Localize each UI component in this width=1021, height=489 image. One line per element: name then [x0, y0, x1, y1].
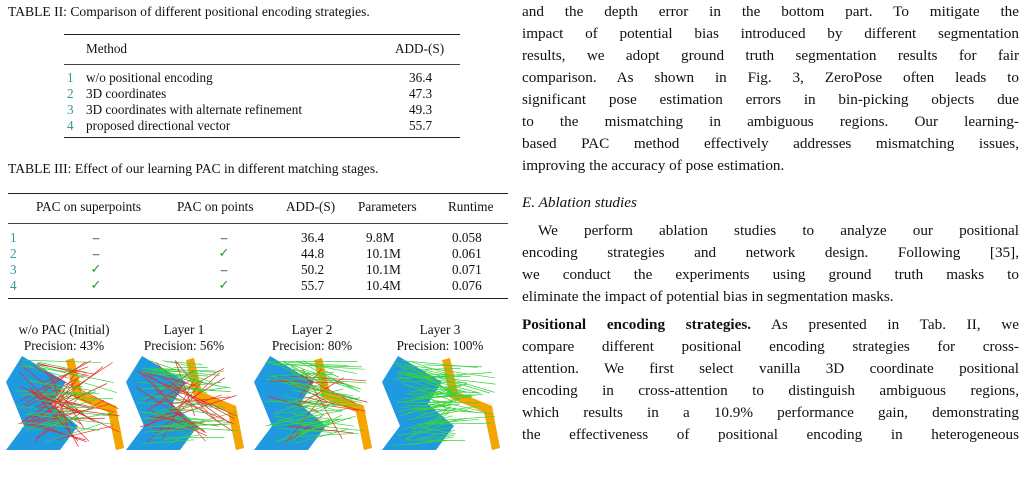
adds-cell: 49.3	[409, 102, 433, 117]
sp-cell: –	[92, 246, 100, 261]
text-line: eliminate the impact of potential bias in segmentation masks.	[522, 288, 894, 305]
text-line: which results in a 10.9% performance gain, demonstrating	[522, 404, 1019, 421]
table2-top-rule	[64, 34, 460, 35]
params-cell: 10.1M	[366, 246, 401, 261]
table2-mid-rule	[64, 64, 460, 65]
text-line: impact of potential bias introduced by different segmentation	[522, 25, 1019, 42]
match-panel	[382, 356, 500, 450]
panel-precision: Precision: 43%	[23, 338, 105, 353]
match-panel	[254, 356, 372, 450]
adds-cell: 47.3	[409, 86, 433, 101]
table2-header-adds: ADD-(S)	[395, 41, 445, 56]
panel-title: Layer 1	[163, 322, 205, 337]
paragraph-heading: Positional encoding strategies.	[522, 316, 752, 333]
check-icon: ✓	[218, 246, 230, 261]
match-panel	[126, 356, 244, 450]
correct-match-line	[164, 361, 202, 364]
panel-precision: Precision: 56%	[143, 338, 225, 353]
pt-cell: –	[220, 262, 228, 277]
row-index: 2	[67, 86, 74, 101]
method-cell: 3D coordinates	[86, 86, 167, 101]
adds-cell: 44.8	[301, 246, 325, 261]
panel-title: w/o PAC (Initial)	[18, 322, 110, 337]
table3-header-params: Parameters	[358, 199, 417, 214]
sp-cell: –	[92, 230, 100, 245]
adds-cell: 50.2	[301, 262, 325, 277]
table3-mid-rule	[8, 223, 508, 224]
panel-precision: Precision: 80%	[271, 338, 353, 353]
table3-caption: TABLE III: Effect of our learning PAC in different matching stages.	[8, 161, 379, 176]
paragraph-lead-line	[522, 314, 1019, 336]
runtime-cell: 0.076	[452, 278, 482, 293]
text-line: encoding strategies and network design. Following [35],	[522, 244, 1019, 261]
table3-header-sp: PAC on superpoints	[36, 199, 142, 214]
adds-cell: 36.4	[301, 230, 325, 245]
table3-header-adds: ADD-(S)	[286, 199, 336, 214]
adds-cell: 36.4	[409, 70, 433, 85]
match-panel	[6, 356, 124, 450]
row-index: 4	[67, 118, 74, 133]
params-cell: 10.1M	[366, 262, 401, 277]
text-line: improving the accuracy of pose estimation.	[522, 157, 785, 174]
params-cell: 10.4M	[366, 278, 401, 293]
section-heading: E. Ablation studies	[522, 194, 637, 211]
table3-bottom-rule	[8, 298, 508, 299]
panel-title: Layer 3	[419, 322, 461, 337]
row-index: 3	[10, 262, 17, 277]
table2-header-method: Method	[86, 41, 128, 56]
method-cell: proposed directional vector	[86, 118, 231, 133]
runtime-cell: 0.061	[452, 246, 482, 261]
check-icon: ✓	[90, 278, 102, 293]
text-line: the effectiveness of positional encoding in heterogeneous	[522, 426, 1019, 443]
runtime-cell: 0.071	[452, 262, 482, 277]
row-index: 1	[67, 70, 74, 85]
check-icon: ✓	[90, 262, 102, 277]
method-cell: 3D coordinates with alternate refinement	[86, 102, 303, 117]
table2-caption: TABLE II: Comparison of different positional encoding strategies.	[8, 4, 370, 19]
panel-title: Layer 2	[291, 322, 333, 337]
adds-cell: 55.7	[301, 278, 325, 293]
text-line: attention. We first select vanilla 3D coordinate positional	[522, 360, 1019, 377]
text-line: to the mismatching in ambiguous regions. Our learning-	[522, 113, 1019, 130]
text-line: based PAC method effectively addresses mismatching issues,	[522, 135, 1019, 152]
text-line: results, we adopt ground truth segmentation results for fair	[522, 47, 1019, 64]
text-line: We perform ablation studies to analyze our positional	[538, 222, 1019, 239]
text-line: we conduct the experiments using ground truth masks to	[522, 266, 1019, 283]
check-icon: ✓	[218, 278, 230, 293]
params-cell: 9.8M	[366, 230, 395, 245]
row-index: 3	[67, 102, 74, 117]
adds-cell: 55.7	[409, 118, 433, 133]
table3-top-rule	[8, 193, 508, 194]
table3-header-runtime: Runtime	[448, 199, 494, 214]
row-index: 2	[10, 246, 17, 261]
pt-cell: –	[220, 230, 228, 245]
panel-precision: Precision: 100%	[396, 338, 484, 353]
row-index: 4	[10, 278, 17, 293]
text-line: and the depth error in the bottom part. To mitigate the	[522, 3, 1019, 20]
table2-bottom-rule	[64, 137, 460, 138]
text-line: compare different positional encoding strategies for cross-	[522, 338, 1019, 355]
text-line: significant pose estimation errors in bin-picking objects due	[522, 91, 1019, 108]
table3-header-pt: PAC on points	[177, 199, 254, 214]
method-cell: w/o positional encoding	[86, 70, 213, 85]
correspondence-figure	[0, 352, 512, 489]
row-index: 1	[10, 230, 17, 245]
text-span: As presented in Tab. II, we	[770, 316, 1019, 333]
text-line: encoding in cross-attention to distinguish ambiguous regions,	[522, 382, 1019, 399]
text-line: comparison. As shown in Fig. 3, ZeroPose often leads to	[522, 69, 1019, 86]
runtime-cell: 0.058	[452, 230, 482, 245]
